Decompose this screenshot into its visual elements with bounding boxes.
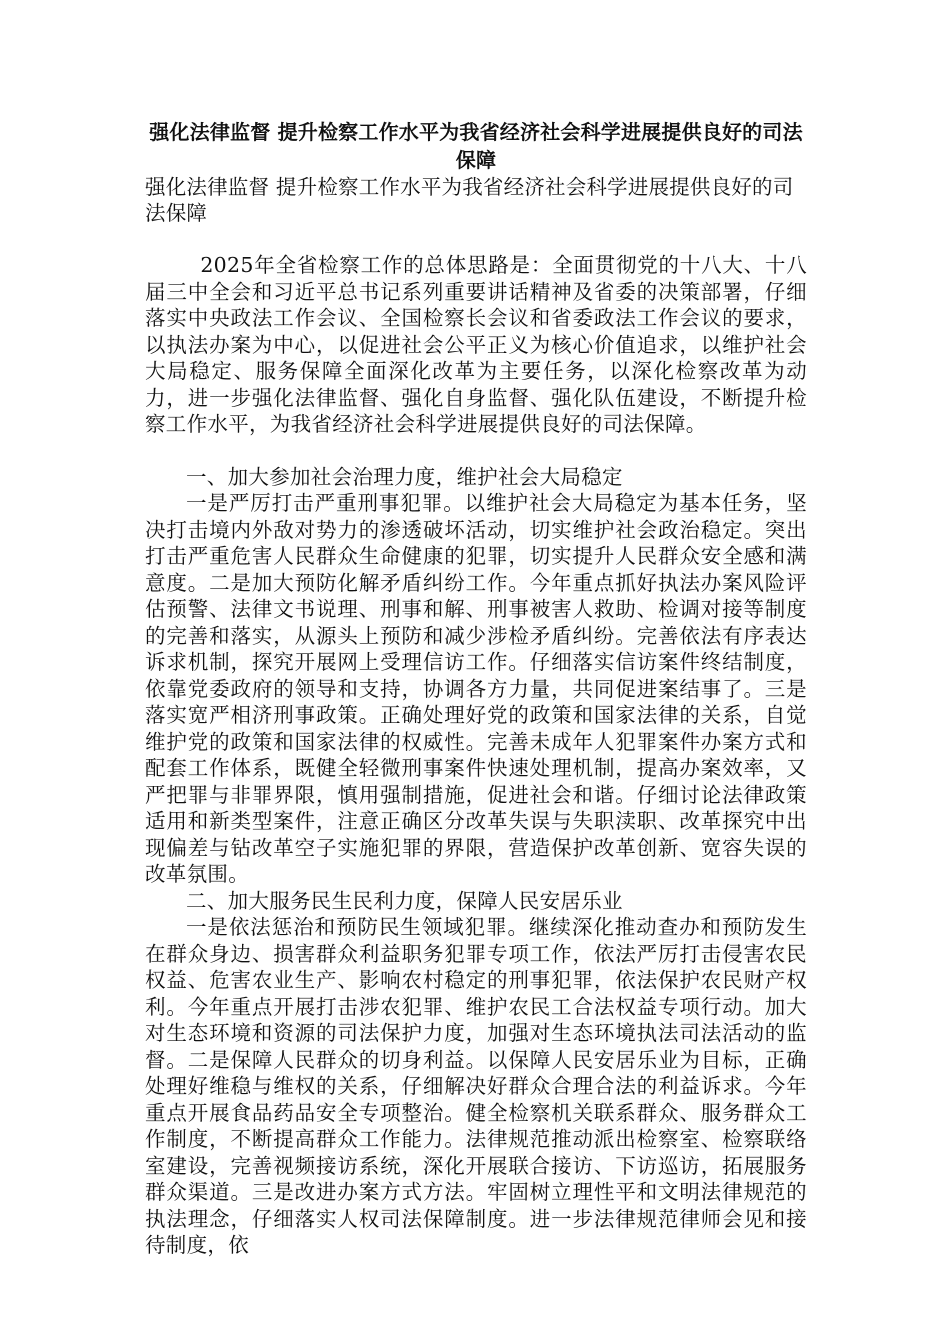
blank-line <box>145 226 807 252</box>
section-body-1: 一是严厉打击严重刑事犯罪。以维护社会大局稳定为基本任务，坚决打击境内外敌对势力的渗透破坏活动，切实维护社会政治稳定。突出打击严重危害人民群众生命健康的犯罪，切实提升人民群众安全感和满意度。二是加大预防化解矛盾纠纷工作。今年重点抓好执法办案风险评估预警、法律文书说理、刑事和解、刑事被害人救助、检调对接等制度的完善和落实，从源头上预防和减少涉检矛盾纠纷。完善依法有序表达诉求机制，探究开展网上受理信访工作。仔细落实信访案件终结制度，依靠党委政府的领导和支持，协调各方力量，共同促进案结事了。三是落实宽严相济刑事政策。正确处理好党的政策和国家法律的关系，自觉维护党的政策和国家法律的权威性。完善未成年人犯罪案件办案方式和配套工作体系，既健全轻微刑事案件快速处理机制，提高办案效率，又严把罪与非罪界限，慎用强制措施，促进社会和谐。仔细讨论法律政策适用和新类型案件，注意正确区分改革失误与失职渎职、改革探究中出现偏差与钻改革空子实施犯罪的界限，营造保护改革创新、宽容失误的改革氛围。 <box>145 491 807 886</box>
document-subtitle: 强化法律监督 提升检察工作水平为我省经济社会科学进展提供良好的司法保障 <box>145 175 794 225</box>
section-body-2: 一是依法惩治和预防民生领域犯罪。继续深化推动查办和预防发生在群众身边、损害群众利益职务犯罪专项工作，依法严厉打击侵害农民权益、危害农业生产、影响农村稳定的刑事犯罪，依法保护农民财产权利。今年重点开展打击涉农犯罪、维护农民工合法权益专项行动。加大对生态环境和资源的司法保护力度，加强对生态环境执法司法活动的监督。二是保障人民群众的切身利益。以保障人民安居乐业为目标，正确处理好维稳与维权的关系，仔细解决好群众合理合法的利益诉求。今年重点开展食品药品安全专项整治。健全检察机关联系群众、服务群众工作制度，不断提高群众工作能力。法律规范推动派出检察室、检察联络室建设，完善视频接访系统，深化开展联合接访、下访巡访，拓展服务群众渠道。三是改进办案方式方法。牢固树立理性平和文明法律规范的执法理念，仔细落实人权司法保障制度。进一步法律规范律师会见和接待制度，依 <box>145 915 807 1257</box>
document-title: 强化法律监督 提升检察工作水平为我省经济社会科学进展提供良好的司法保障 <box>149 120 803 172</box>
section-heading-2: 二、加大服务民生民利力度，保障人民安居乐业 <box>186 888 623 913</box>
section-heading-1: 一、加大参加社会治理力度，维护社会大局稳定 <box>186 464 623 489</box>
document-page <box>145 118 807 1259</box>
intro-paragraph: 2025年全省检察工作的总体思路是：全面贯彻党的十八大、十八届三中全会和习近平总书记系列重要讲话精神及省委的决策部署，仔细落实中央政法工作会议、全国检察长会议和省委政法工作会议的要求，以执法办案为中心，以促进社会公平正义为核心价值追求，以维护社会大局稳定、服务保障全面深化改革为主要任务，以深化检察改革为动力，进一步强化法律监督、强化自身监督、强化队伍建设，不断提升检察工作水平，为我省经济社会科学进展提供良好的司法保障。 <box>145 253 807 436</box>
blank-line <box>145 438 807 464</box>
